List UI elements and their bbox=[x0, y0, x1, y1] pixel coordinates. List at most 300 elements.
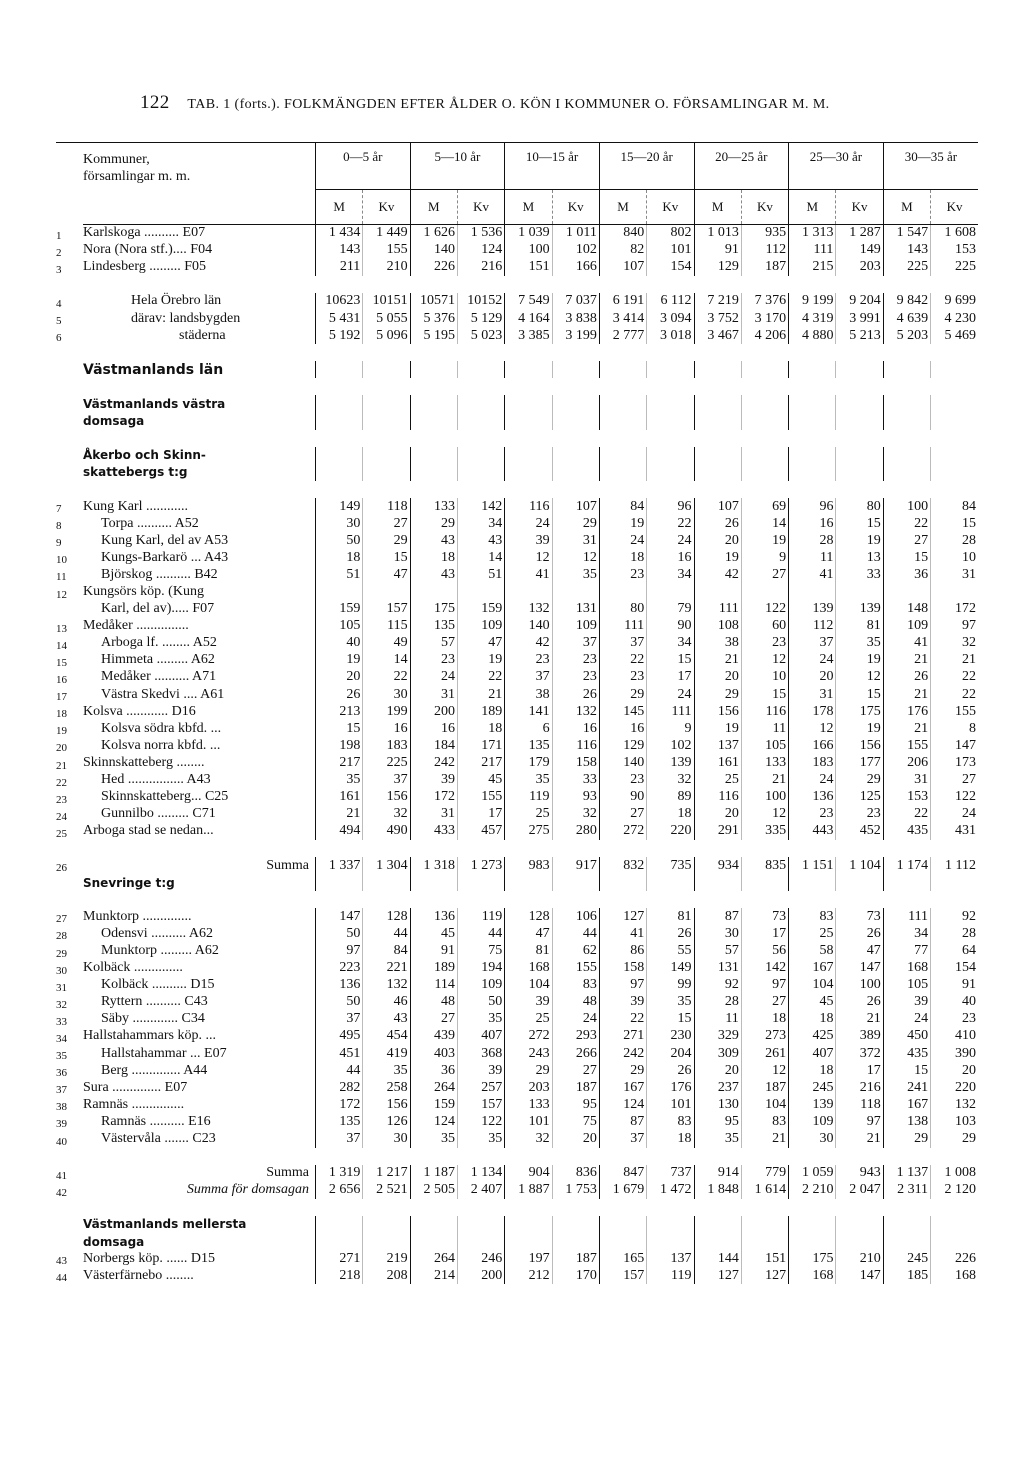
row-label: Ramnäs .......... E16 bbox=[101, 1113, 211, 1129]
row-number: 28 bbox=[56, 930, 67, 943]
table-row bbox=[56, 942, 978, 959]
male-value: 197 bbox=[505, 1250, 552, 1267]
male-value: 24 bbox=[789, 772, 836, 789]
male-value: 44 bbox=[316, 1062, 363, 1079]
female-value: 17 bbox=[836, 1062, 883, 1079]
row-label: städerna bbox=[179, 327, 226, 343]
male-value: 129 bbox=[599, 737, 646, 754]
male-value: 243 bbox=[505, 1045, 552, 1062]
female-value: 84 bbox=[931, 498, 978, 515]
male-value: 24 bbox=[883, 1011, 930, 1028]
female-value: 168 bbox=[931, 1267, 978, 1284]
male-value: 128 bbox=[505, 908, 552, 925]
female-value: 407 bbox=[457, 1028, 504, 1045]
row-number: 6 bbox=[56, 332, 62, 345]
male-value: 5 195 bbox=[410, 327, 457, 344]
male-value: 87 bbox=[599, 1113, 646, 1130]
female-value: 12 bbox=[836, 669, 883, 686]
male-value: 25 bbox=[789, 925, 836, 942]
female-value: 15 bbox=[931, 515, 978, 532]
male-value: 35 bbox=[505, 772, 552, 789]
table-row bbox=[56, 601, 978, 618]
female-value: 73 bbox=[836, 908, 883, 925]
table-row bbox=[56, 1113, 978, 1130]
male-value: 148 bbox=[883, 601, 930, 618]
female-value: 187 bbox=[552, 1079, 599, 1096]
female-value: 27 bbox=[741, 566, 788, 583]
female-value: 12 bbox=[741, 1062, 788, 1079]
male-value: 20 bbox=[694, 669, 741, 686]
male-value: 20 bbox=[694, 532, 741, 549]
row-number: 29 bbox=[56, 947, 67, 960]
row-number: 13 bbox=[56, 622, 67, 635]
male-value: 41 bbox=[789, 566, 836, 583]
male-value: 108 bbox=[694, 618, 741, 635]
male-value: 2 210 bbox=[789, 1182, 836, 1199]
section-heading: Åkerbo och Skinn- bbox=[83, 448, 206, 463]
female-value: 34 bbox=[457, 515, 504, 532]
male-value: 242 bbox=[599, 1045, 646, 1062]
female-value: 37 bbox=[363, 772, 410, 789]
female-value: 943 bbox=[836, 1165, 883, 1182]
female-value: 157 bbox=[457, 1096, 504, 1113]
female-value bbox=[836, 583, 883, 600]
female-value: 737 bbox=[647, 1165, 694, 1182]
row-label: Himmeta ......... A62 bbox=[101, 652, 215, 668]
male-value: 179 bbox=[505, 754, 552, 771]
female-value: 22 bbox=[931, 686, 978, 703]
male-value: 22 bbox=[883, 806, 930, 823]
female-value: 127 bbox=[741, 1267, 788, 1284]
row-number: 18 bbox=[56, 708, 67, 721]
population-table bbox=[56, 142, 978, 1284]
male-value: 39 bbox=[505, 994, 552, 1011]
male-value: 329 bbox=[694, 1028, 741, 1045]
section-heading: skattebergs t:g bbox=[83, 465, 188, 480]
table-row bbox=[56, 583, 978, 600]
female-value: 48 bbox=[552, 994, 599, 1011]
male-value: 131 bbox=[694, 960, 741, 977]
male-value: 184 bbox=[410, 737, 457, 754]
male-value: 140 bbox=[410, 242, 457, 259]
female-value: 95 bbox=[552, 1096, 599, 1113]
male-value: 18 bbox=[410, 549, 457, 566]
female-value: 219 bbox=[363, 1250, 410, 1267]
table-row bbox=[56, 789, 978, 806]
row-label: Kung Karl ............ bbox=[83, 498, 188, 514]
female-value: 5 129 bbox=[457, 310, 504, 327]
male-value: 167 bbox=[599, 1079, 646, 1096]
female-value: 116 bbox=[741, 703, 788, 720]
male-value bbox=[694, 583, 741, 600]
female-value: 26 bbox=[647, 925, 694, 942]
row-number: 10 bbox=[56, 554, 67, 567]
male-value: 27 bbox=[883, 532, 930, 549]
male-header: M bbox=[599, 190, 646, 225]
female-value: 22 bbox=[457, 669, 504, 686]
male-value: 135 bbox=[410, 618, 457, 635]
female-value: 119 bbox=[647, 1267, 694, 1284]
age-group-header: 5—10 år bbox=[410, 143, 505, 190]
male-value: 159 bbox=[410, 1096, 457, 1113]
age-group-header: 25—30 år bbox=[789, 143, 884, 190]
row-label: Summa bbox=[266, 1165, 309, 1181]
male-value: 245 bbox=[789, 1079, 836, 1096]
male-value: 87 bbox=[694, 908, 741, 925]
female-value: 23 bbox=[741, 635, 788, 652]
female-value: 23 bbox=[931, 1011, 978, 1028]
female-value: 204 bbox=[647, 1045, 694, 1062]
male-value: 25 bbox=[694, 772, 741, 789]
section-heading: domsaga bbox=[83, 1234, 145, 1249]
female-value: 21 bbox=[836, 1011, 883, 1028]
row-label: Björskog .......... B42 bbox=[101, 566, 218, 582]
female-value: 19 bbox=[836, 720, 883, 737]
male-value: 23 bbox=[505, 652, 552, 669]
female-value: 81 bbox=[836, 618, 883, 635]
female-value: 100 bbox=[836, 977, 883, 994]
female-value: 96 bbox=[647, 498, 694, 515]
male-value: 141 bbox=[505, 703, 552, 720]
female-value: 35 bbox=[836, 635, 883, 652]
male-value: 26 bbox=[694, 515, 741, 532]
male-value: 104 bbox=[505, 977, 552, 994]
table-row bbox=[56, 960, 978, 977]
female-value: 139 bbox=[836, 601, 883, 618]
female-value: 118 bbox=[363, 498, 410, 515]
spacer-row bbox=[56, 344, 978, 361]
row-label: Hallstahammars köp. ... bbox=[83, 1028, 216, 1044]
row-number: 7 bbox=[56, 503, 62, 516]
male-value: 132 bbox=[505, 601, 552, 618]
male-value: 31 bbox=[410, 686, 457, 703]
table-row bbox=[56, 977, 978, 994]
female-value: 151 bbox=[741, 1250, 788, 1267]
male-value: 226 bbox=[410, 259, 457, 276]
male-value: 271 bbox=[316, 1250, 363, 1267]
female-value: 35 bbox=[457, 1011, 504, 1028]
row-label: Odensvi .......... A62 bbox=[101, 925, 213, 941]
female-value: 9 204 bbox=[836, 293, 883, 310]
female-value: 22 bbox=[931, 669, 978, 686]
male-value: 19 bbox=[694, 549, 741, 566]
female-value: 5 055 bbox=[363, 310, 410, 327]
female-value: 107 bbox=[552, 498, 599, 515]
male-value: 1 313 bbox=[789, 225, 836, 242]
female-value: 3 199 bbox=[552, 327, 599, 344]
row-label: Karl, del av)..... F07 bbox=[101, 601, 215, 617]
row-label: Hela Örebro län bbox=[131, 293, 222, 309]
male-value: 57 bbox=[694, 942, 741, 959]
male-value: 21 bbox=[694, 652, 741, 669]
row-label: Skinnskatteberg... C25 bbox=[101, 789, 229, 805]
table-title: TAB. 1 (forts.). FOLKMÄNGDEN EFTER ÅLDER O. KÖN I KOMMUNER O. FÖRSAMLINGAR M. M. bbox=[187, 97, 830, 112]
male-value: 223 bbox=[316, 960, 363, 977]
male-value: 100 bbox=[883, 498, 930, 515]
male-value: 18 bbox=[789, 1062, 836, 1079]
male-value: 242 bbox=[410, 754, 457, 771]
male-value: 983 bbox=[505, 857, 552, 874]
male-value: 116 bbox=[505, 498, 552, 515]
female-value: 33 bbox=[836, 566, 883, 583]
male-value: 159 bbox=[316, 601, 363, 618]
male-value: 25 bbox=[505, 1011, 552, 1028]
male-value: 37 bbox=[316, 1130, 363, 1147]
female-value: 1 536 bbox=[457, 225, 504, 242]
female-value: 111 bbox=[647, 703, 694, 720]
male-value: 95 bbox=[694, 1113, 741, 1130]
female-value: 50 bbox=[457, 994, 504, 1011]
row-label: Kolsva ............ D16 bbox=[83, 703, 196, 719]
row-label: Sura .............. E07 bbox=[83, 1079, 188, 1095]
female-value: 293 bbox=[552, 1028, 599, 1045]
female-header: Kv bbox=[647, 190, 694, 225]
male-value: 77 bbox=[883, 942, 930, 959]
male-value: 36 bbox=[883, 566, 930, 583]
female-value: 104 bbox=[741, 1096, 788, 1113]
spacer-row bbox=[56, 378, 978, 395]
spacer-row bbox=[56, 481, 978, 498]
row-label: Kolsva södra kbfd. ... bbox=[101, 720, 222, 736]
female-value: 47 bbox=[836, 942, 883, 959]
section-heading: Västmanlands västra bbox=[83, 396, 226, 411]
female-value: 389 bbox=[836, 1028, 883, 1045]
male-value: 2 311 bbox=[883, 1182, 930, 1199]
male-value: 3 752 bbox=[694, 310, 741, 327]
female-value: 220 bbox=[931, 1079, 978, 1096]
female-value: 26 bbox=[836, 925, 883, 942]
female-value: 5 096 bbox=[363, 327, 410, 344]
male-value: 127 bbox=[599, 908, 646, 925]
female-value: 187 bbox=[741, 259, 788, 276]
male-value: 129 bbox=[694, 259, 741, 276]
female-value: 17 bbox=[741, 925, 788, 942]
male-value: 200 bbox=[410, 703, 457, 720]
female-value: 7 037 bbox=[552, 293, 599, 310]
male-value: 211 bbox=[316, 259, 363, 276]
row-label: Berg .............. A44 bbox=[101, 1062, 208, 1078]
female-value: 14 bbox=[363, 652, 410, 669]
table-row bbox=[56, 259, 978, 276]
female-value: 203 bbox=[836, 259, 883, 276]
female-value: 156 bbox=[363, 1096, 410, 1113]
female-value: 126 bbox=[363, 1113, 410, 1130]
female-value: 109 bbox=[457, 977, 504, 994]
male-value: 161 bbox=[316, 789, 363, 806]
male-value: 11 bbox=[789, 549, 836, 566]
section-heading-row bbox=[56, 874, 978, 891]
female-value: 44 bbox=[552, 925, 599, 942]
female-value: 4 206 bbox=[741, 327, 788, 344]
female-value: 22 bbox=[647, 515, 694, 532]
male-value: 136 bbox=[316, 977, 363, 994]
female-value: 1 008 bbox=[931, 1165, 978, 1182]
male-value: 3 414 bbox=[599, 310, 646, 327]
table-row bbox=[56, 1062, 978, 1079]
male-value: 217 bbox=[316, 754, 363, 771]
male-value: 36 bbox=[410, 1062, 457, 1079]
female-value: 2 120 bbox=[931, 1182, 978, 1199]
female-value: 18 bbox=[741, 1011, 788, 1028]
male-value: 23 bbox=[410, 652, 457, 669]
male-value: 29 bbox=[883, 1130, 930, 1147]
female-value: 156 bbox=[836, 737, 883, 754]
female-value: 22 bbox=[363, 669, 410, 686]
male-value: 5 203 bbox=[883, 327, 930, 344]
table-row bbox=[56, 310, 978, 327]
female-value: 230 bbox=[647, 1028, 694, 1045]
female-value: 132 bbox=[363, 977, 410, 994]
row-number: 5 bbox=[56, 315, 62, 328]
female-value: 157 bbox=[363, 601, 410, 618]
male-value: 2 505 bbox=[410, 1182, 457, 1199]
age-group-header: 15—20 år bbox=[599, 143, 694, 190]
female-value: 28 bbox=[931, 925, 978, 942]
male-value: 16 bbox=[410, 720, 457, 737]
male-value: 86 bbox=[599, 942, 646, 959]
male-value: 26 bbox=[883, 669, 930, 686]
female-value: 3 018 bbox=[647, 327, 694, 344]
male-value: 264 bbox=[410, 1079, 457, 1096]
female-value: 1 304 bbox=[363, 857, 410, 874]
male-value: 127 bbox=[694, 1267, 741, 1284]
female-value: 20 bbox=[931, 1062, 978, 1079]
male-value: 904 bbox=[505, 1165, 552, 1182]
female-header: Kv bbox=[741, 190, 788, 225]
male-value: 183 bbox=[789, 754, 836, 771]
row-number: 15 bbox=[56, 656, 67, 669]
male-value: 2 656 bbox=[316, 1182, 363, 1199]
female-value: 51 bbox=[457, 566, 504, 583]
spacer-row bbox=[56, 840, 978, 857]
row-number: 2 bbox=[56, 246, 62, 259]
female-value: 40 bbox=[931, 994, 978, 1011]
female-value: 1 608 bbox=[931, 225, 978, 242]
female-value: 177 bbox=[836, 754, 883, 771]
male-value: 241 bbox=[883, 1079, 930, 1096]
male-value: 494 bbox=[316, 823, 363, 840]
male-value: 24 bbox=[410, 669, 457, 686]
row-label: Västra Skedvi .... A61 bbox=[101, 686, 225, 702]
male-value: 140 bbox=[599, 754, 646, 771]
female-value: 29 bbox=[836, 772, 883, 789]
table-row bbox=[56, 669, 978, 686]
female-value: 208 bbox=[363, 1267, 410, 1284]
male-value: 1 039 bbox=[505, 225, 552, 242]
male-value: 20 bbox=[694, 806, 741, 823]
male-value bbox=[316, 583, 363, 600]
male-value: 29 bbox=[694, 686, 741, 703]
female-value: 917 bbox=[552, 857, 599, 874]
row-number: 11 bbox=[56, 571, 67, 584]
female-value: 210 bbox=[836, 1250, 883, 1267]
table-row bbox=[56, 515, 978, 532]
section-heading-row bbox=[56, 464, 978, 481]
female-value: 116 bbox=[552, 737, 599, 754]
female-value: 149 bbox=[836, 242, 883, 259]
female-value: 16 bbox=[363, 720, 410, 737]
female-value: 43 bbox=[363, 1011, 410, 1028]
female-value: 137 bbox=[647, 1250, 694, 1267]
female-value: 16 bbox=[647, 549, 694, 566]
male-value: 158 bbox=[599, 960, 646, 977]
female-value: 217 bbox=[457, 754, 504, 771]
female-value: 200 bbox=[457, 1267, 504, 1284]
male-value: 22 bbox=[599, 1011, 646, 1028]
female-value: 1 753 bbox=[552, 1182, 599, 1199]
section-heading: Västmanlands län bbox=[83, 361, 224, 378]
female-value bbox=[552, 583, 599, 600]
male-value: 34 bbox=[883, 925, 930, 942]
male-value: 15 bbox=[883, 1062, 930, 1079]
row-number: 22 bbox=[56, 776, 67, 789]
male-value: 407 bbox=[789, 1045, 836, 1062]
male-value: 37 bbox=[505, 669, 552, 686]
table-row bbox=[56, 242, 978, 259]
female-value: 390 bbox=[931, 1045, 978, 1062]
section-heading-row bbox=[56, 1233, 978, 1250]
female-value: 454 bbox=[363, 1028, 410, 1045]
section-heading: Västmanlands mellersta bbox=[83, 1217, 247, 1232]
male-value: 1 434 bbox=[316, 225, 363, 242]
male-value: 215 bbox=[789, 259, 836, 276]
male-value: 189 bbox=[410, 960, 457, 977]
female-value: 28 bbox=[931, 532, 978, 549]
male-value: 29 bbox=[599, 1062, 646, 1079]
female-value: 1 614 bbox=[741, 1182, 788, 1199]
female-value: 124 bbox=[457, 242, 504, 259]
female-value: 64 bbox=[931, 942, 978, 959]
table-row bbox=[56, 549, 978, 566]
female-value: 133 bbox=[741, 754, 788, 771]
female-value: 35 bbox=[457, 1130, 504, 1147]
section-heading-row bbox=[56, 361, 978, 378]
female-value: 153 bbox=[931, 242, 978, 259]
female-value: 112 bbox=[741, 242, 788, 259]
female-value: 21 bbox=[741, 1130, 788, 1147]
row-number: 24 bbox=[56, 810, 67, 823]
male-value: 206 bbox=[883, 754, 930, 771]
male-value: 6 191 bbox=[599, 293, 646, 310]
male-value: 37 bbox=[316, 1011, 363, 1028]
male-value: 35 bbox=[316, 772, 363, 789]
female-value: 10 bbox=[931, 549, 978, 566]
row-label: Munktorp .............. bbox=[83, 908, 192, 924]
female-value: 266 bbox=[552, 1045, 599, 1062]
female-value: 187 bbox=[741, 1079, 788, 1096]
female-value: 29 bbox=[363, 532, 410, 549]
male-value: 147 bbox=[316, 908, 363, 925]
female-value: 3 991 bbox=[836, 310, 883, 327]
male-value: 30 bbox=[316, 515, 363, 532]
male-value: 51 bbox=[316, 566, 363, 583]
male-value: 21 bbox=[883, 686, 930, 703]
female-value: 257 bbox=[457, 1079, 504, 1096]
section-heading: Snevringe t:g bbox=[83, 875, 175, 890]
male-value: 107 bbox=[599, 259, 646, 276]
male-value: 39 bbox=[883, 994, 930, 1011]
female-value: 410 bbox=[931, 1028, 978, 1045]
row-label: Karlskoga .......... E07 bbox=[83, 225, 206, 241]
female-value: 26 bbox=[836, 994, 883, 1011]
male-value: 27 bbox=[410, 1011, 457, 1028]
female-value: 147 bbox=[931, 737, 978, 754]
male-value: 1 626 bbox=[410, 225, 457, 242]
spacer-row bbox=[56, 1148, 978, 1165]
male-value: 50 bbox=[316, 925, 363, 942]
female-value: 27 bbox=[931, 772, 978, 789]
female-value: 172 bbox=[931, 601, 978, 618]
